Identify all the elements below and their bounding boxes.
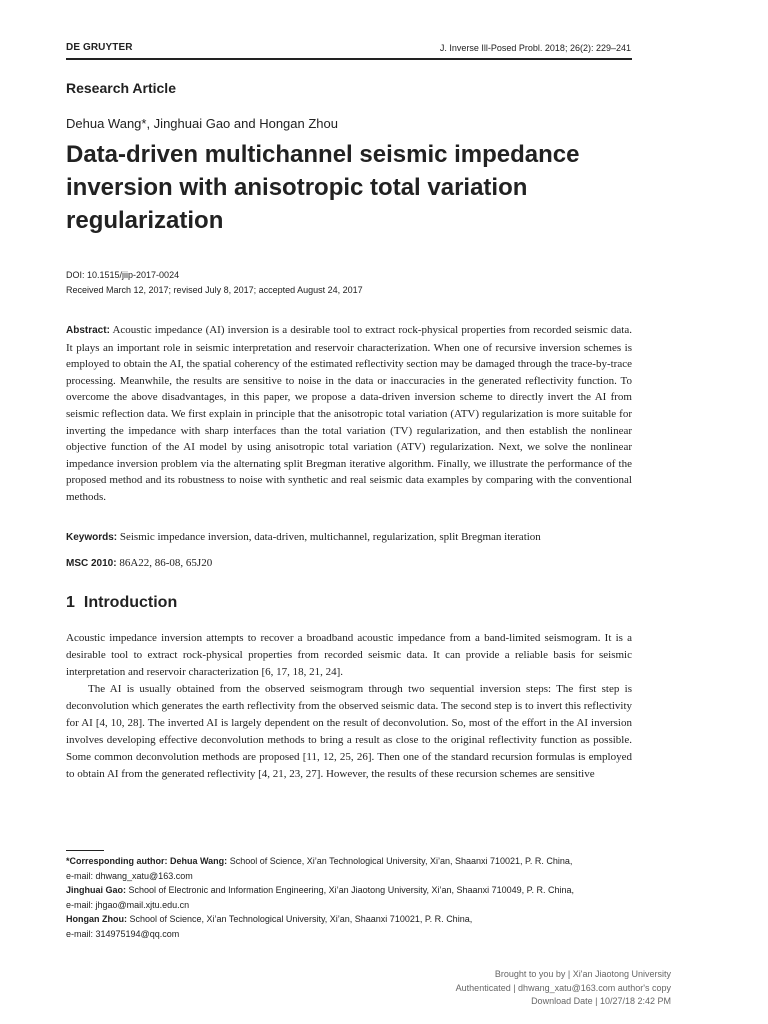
download-watermark	[456, 968, 671, 1009]
footnote-email[interactable]: e-mail: dhwang_xatu@163.com	[66, 870, 193, 881]
footnote-coauthor-zhou	[66, 912, 646, 927]
publication-dates: Received March 12, 2017; revised July 8, 2017; accepted August 24, 2017	[66, 285, 363, 295]
paragraph: The AI is usually obtained from the observed seismogram through two sequential inversion steps: The first step is deconvolution which generates the earth reflectivity from the observed seismic data. The second step is to invert this reflectivity for AI [4, 10, 28]. The inverted AI is largely dependent on the result of deconvolution. So, most of the effort in the AI inversion involves developing effective deconvolution methods to bring a result as close to the original reflectivity function as possible. Some common deconvolution methods are proposed [11, 12, 25, 26]. Then one of the standard recursion formulas is employed to obtain AI from the generated reflectivity [4, 21, 23, 27]. However, the results of these recursion schemes are sensitive	[66, 683, 632, 780]
publisher-name: DE GRUYTER	[66, 42, 133, 53]
doi-link[interactable]: DOI: 10.1515/jiip-2017-0024	[66, 270, 180, 280]
footnote-label: Jinghuai Gao:	[66, 885, 127, 896]
header-divider	[66, 58, 632, 60]
download-date: Download Date | 10/27/18 2:42 PM	[531, 996, 671, 1006]
section-title: Introduction	[83, 594, 178, 611]
introduction-body	[66, 630, 632, 783]
footnote-affiliation: School of Electronic and Information Engineering, Xi’an Jiaotong University, Xi’an, Shaanxi 710049, P. R. China,	[128, 885, 574, 896]
footnote-coauthor-gao	[66, 883, 646, 898]
author-footnotes	[66, 854, 646, 942]
abstract-text: Acoustic impedance (AI) inversion is a desirable tool to extract rock-physical properties from recorded seismic data. It plays an important role in seismic interpretation and reservoir characterization. When one of recursive inversion schemes is employed to obtain the AI, the spatial coherency of the estimated reflectivity section may be damaged through the trace-by-trace processing. Meanwhile, the results are sensitive to noise in the data or inaccuracies in the generated reflectivity function. To overcome the above disadvantages, in this paper, we propose a data-driven inversion scheme to directly invert the AI from seismic reflection data. We first explain in principle that the anisotropic total variation (ATV) regularization is more suitable for inverting the impedance with sharp interfaces than the total variation (TV) regularization, and then establish the nonlinear objective function of the AI model by using anisotropic total variation (ATV) regularization. Next, we solve the nonlinear impedance inversion problem via the alternating split Bregman iterative algorithm. Finally, we illustrate the performance of the proposed method and its robustness to noise with synthetic and real seismic data examples by comparing with the conventional methods.	[66, 324, 632, 503]
journal-reference: J. Inverse Ill-Posed Probl. 2018; 26(2): 229–241	[439, 43, 631, 53]
running-header	[66, 42, 631, 58]
footnote-affiliation: School of Science, Xi’an Technological University, Xi’an, Shaanxi 710021, P. R. China,	[229, 856, 573, 866]
paragraph: Acoustic impedance inversion attempts to recover a broadband acoustic impedance from a band-limited seismogram. It is a desirable tool to extract rock-physical properties from recorded seismic data. It can provide a reliable basis for seismic interpretation and reservoir characterization [6, 17, 18, 21, 24].	[66, 632, 632, 678]
footnote-label: Hongan Zhou:	[66, 914, 127, 925]
msc-codes: 86A22, 86-08, 65J20	[119, 557, 213, 569]
msc-label: MSC 2010:	[66, 558, 117, 569]
footnote-email[interactable]: e-mail: 314975194@qq.com	[66, 928, 180, 939]
footnote-corresponding-author	[66, 854, 646, 869]
author-list: Dehua Wang*, Jinghuai Gao and Hongan Zhou	[66, 116, 338, 131]
footnote-divider	[66, 850, 104, 851]
download-authentication: Authenticated | dhwang_xatu@163.com author's copy	[455, 982, 671, 993]
footnote-label: *Corresponding author: Dehua Wang:	[66, 856, 228, 866]
msc-classification	[66, 557, 212, 569]
keywords	[66, 531, 632, 543]
keywords-label: Keywords:	[66, 532, 118, 543]
abstract-label: Abstract:	[66, 325, 110, 336]
keywords-text: Seismic impedance inversion, data-driven, multichannel, regularization, split Bregman iteration	[119, 531, 541, 543]
footnote-email[interactable]: e-mail: jhgao@mail.xjtu.edu.cn	[66, 899, 190, 910]
section-heading-introduction	[66, 594, 177, 612]
abstract	[66, 322, 632, 506]
download-institution: Brought to you by | Xi'an Jiaotong University	[494, 969, 671, 979]
article-metadata	[66, 268, 363, 298]
article-title: Data-driven multichannel seismic impedance inversion with anisotropic total variation regularization	[66, 141, 580, 234]
article-type-label: Research Article	[66, 80, 176, 96]
footnote-affiliation: School of Science, Xi’an Technological University, Xi’an, Shaanxi 710021, P. R. China,	[129, 914, 473, 925]
section-number: 1	[66, 594, 75, 611]
